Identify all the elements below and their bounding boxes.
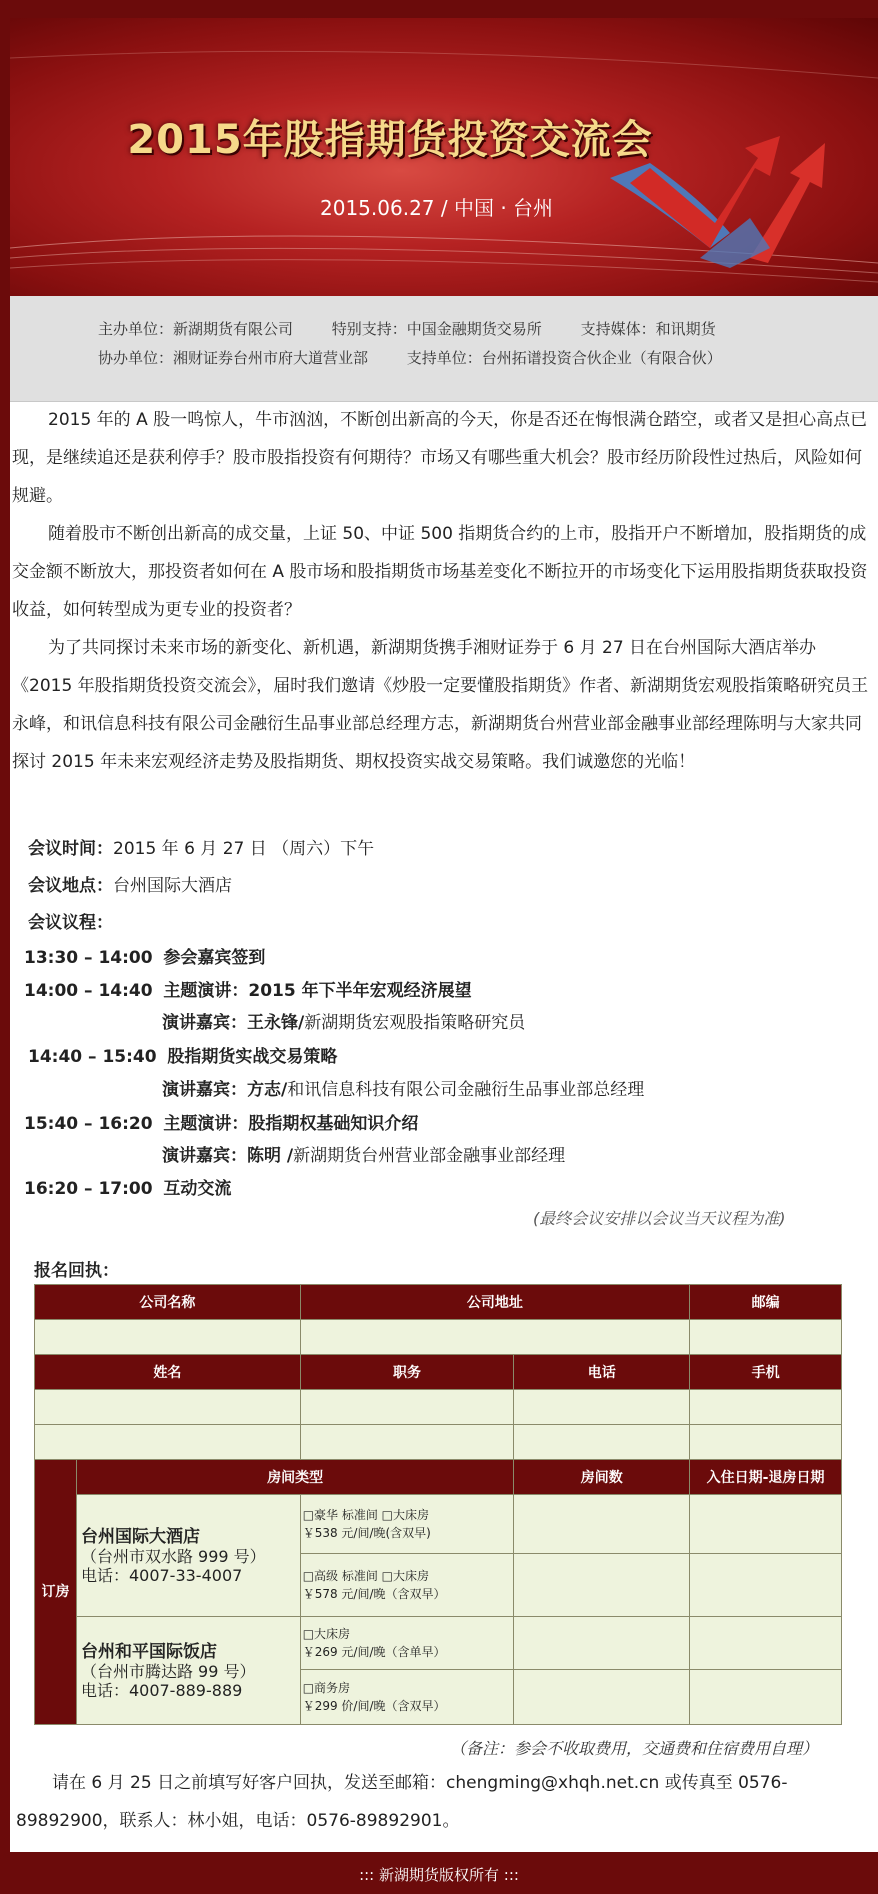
name-input[interactable] [35,1425,301,1460]
support-unit: 支持单位：台州拓谱投资合伙企业（有限合伙） [406,349,722,367]
col-room-type: 房间类型 [76,1460,513,1495]
booking-label: 订房 [35,1460,77,1725]
agenda-note: (最终会议安排以会议当天议程为准) [533,1209,786,1228]
intro-text [10,401,878,781]
meeting-place: 会议地点：台州国际大酒店 [28,876,232,896]
col-room-count: 房间数 [514,1460,690,1495]
remark: （备注：参会不收取费用，交通费和住宿费用自理） [450,1739,819,1758]
col-company-address: 公司地址 [300,1285,689,1320]
intro-paragraph: 随着股市不断创出新高的成交量，上证 50、中证 500 指期货合约的上市，股指开户不断增加，股指期货的成交金额不断放大，那投资者如何在 A 股市场和股指期货市场基差变化不断拉开的市场变化下运用股指期货获取投资收益，如何转型成为更专业的投资者？ [12,524,868,620]
company-name-input[interactable] [35,1320,301,1355]
support-media: 支持媒体：和讯期货 [580,320,716,338]
co-organizer: 协办单位：湘财证券台州市府大道营业部 [98,349,369,367]
sponsors-bar [10,296,878,402]
col-mobile: 手机 [690,1355,842,1390]
registration-title: 报名回执： [34,1261,119,1281]
name-input[interactable] [35,1390,301,1425]
mobile-input[interactable] [690,1425,842,1460]
page [10,18,878,1852]
banner [10,18,878,296]
meeting-time: 会议时间：2015 年 6 月 27 日 （周六）下午 [28,839,375,859]
agenda-speaker: 演讲嘉宾：方志/和讯信息科技有限公司金融衍生品事业部总经理 [162,1080,645,1100]
agenda-item: 16:20 – 17:00 互动交流 [24,1179,232,1199]
intro-paragraph: 2015 年的 A 股一鸣惊人，牛市汹汹，不断创出新高的今天，你是否还在悔恨满仓踏空，或者又是担心高点已现，是继续追还是获利停手？股市股指投资有何期待？市场又有哪些重大机会？股市经历阶段性过热后，风险如何规避。 [12,410,868,506]
event-date-location: 2015.06.27 / 中国 · 台州 [320,196,554,220]
agenda-item: 13:30 – 14:00 参会嘉宾签到 [24,948,266,968]
postcode-input[interactable] [690,1320,842,1355]
dates-input[interactable] [690,1670,842,1725]
room-count-input[interactable] [514,1554,690,1617]
event-title: 2015年股指期货投资交流会 [127,117,653,163]
special-support: 特别支持：中国金融期货交易所 [331,320,542,338]
room-count-input[interactable] [514,1617,690,1670]
agenda-item: 14:00 – 14:40 主题演讲：2015 年下半年宏观经济展望 [24,981,472,1001]
room-count-input[interactable] [514,1670,690,1725]
col-postcode: 邮编 [690,1285,842,1320]
col-name: 姓名 [35,1355,301,1390]
col-position: 职务 [300,1355,514,1390]
contact-info: 请在 6 月 25 日之前填写好客户回执，发送至邮箱：chengming@xhqh.net.cn 或传真至 0576-89892900，联系人：林小姐，电话：0576-89892901。 [16,1773,788,1831]
hotel-2: 台州和平国际饭店 （台州市腾达路 99 号） 电话：4007-889-889 [76,1617,300,1725]
dates-input[interactable] [690,1495,842,1554]
host: 主办单位：新湖期货有限公司 [98,320,294,338]
registration-form [34,1284,842,1725]
hotel-1: 台州国际大酒店 （台州市双水路 999 号） 电话：4007-33-4007 [76,1495,300,1617]
intro-paragraph: 为了共同探讨未来市场的新变化、新机遇，新湖期货携手湘财证券于 6 月 27 日在台州国际大酒店举办《2015 年股指期货投资交流会》，届时我们邀请《炒股一定要懂股指期货》作者、新湖期货宏观股指策略研究员王永峰，和讯信息科技有限公司金融衍生品事业部总经理方志，新湖期货台州营业部金融事业部经理陈明与大家共同探讨 2015 年未来宏观经济走势及股指期货、期权投资实战交易策略。我们诚邀您的光临！ [12,638,869,772]
room-option[interactable]: □大床房 ￥269 元/间/晚（含单早） [300,1617,514,1670]
room-option[interactable]: □商务房 ￥299 价/间/晚（含双早） [300,1670,514,1725]
room-option[interactable]: □豪华 标准间 □大床房 ￥538 元/间/晚(含双早) [300,1495,514,1554]
col-company-name: 公司名称 [35,1285,301,1320]
room-count-input[interactable] [514,1495,690,1554]
dates-input[interactable] [690,1554,842,1617]
agenda-speaker: 演讲嘉宾：王永锋/新湖期货宏观股指策略研究员 [162,1013,526,1033]
position-input[interactable] [300,1425,514,1460]
phone-input[interactable] [514,1425,690,1460]
company-address-input[interactable] [300,1320,689,1355]
agenda-item: 14:40 – 15:40 股指期货实战交易策略 [28,1047,338,1067]
phone-input[interactable] [514,1390,690,1425]
col-dates: 入住日期-退房日期 [690,1460,842,1495]
room-option[interactable]: □高级 标准间 □大床房 ￥578 元/间/晚（含双早） [300,1554,514,1617]
agenda-speaker: 演讲嘉宾：陈明 /新湖期货台州营业部金融事业部经理 [162,1146,566,1166]
mobile-input[interactable] [690,1390,842,1425]
dates-input[interactable] [690,1617,842,1670]
col-phone: 电话 [514,1355,690,1390]
copyright-footer: ::: 新湖期货版权所有 ::: [359,1866,519,1884]
agenda-item: 15:40 – 16:20 主题演讲：股指期权基础知识介绍 [24,1114,419,1134]
meeting-agenda-label: 会议议程： [28,913,113,933]
position-input[interactable] [300,1390,514,1425]
